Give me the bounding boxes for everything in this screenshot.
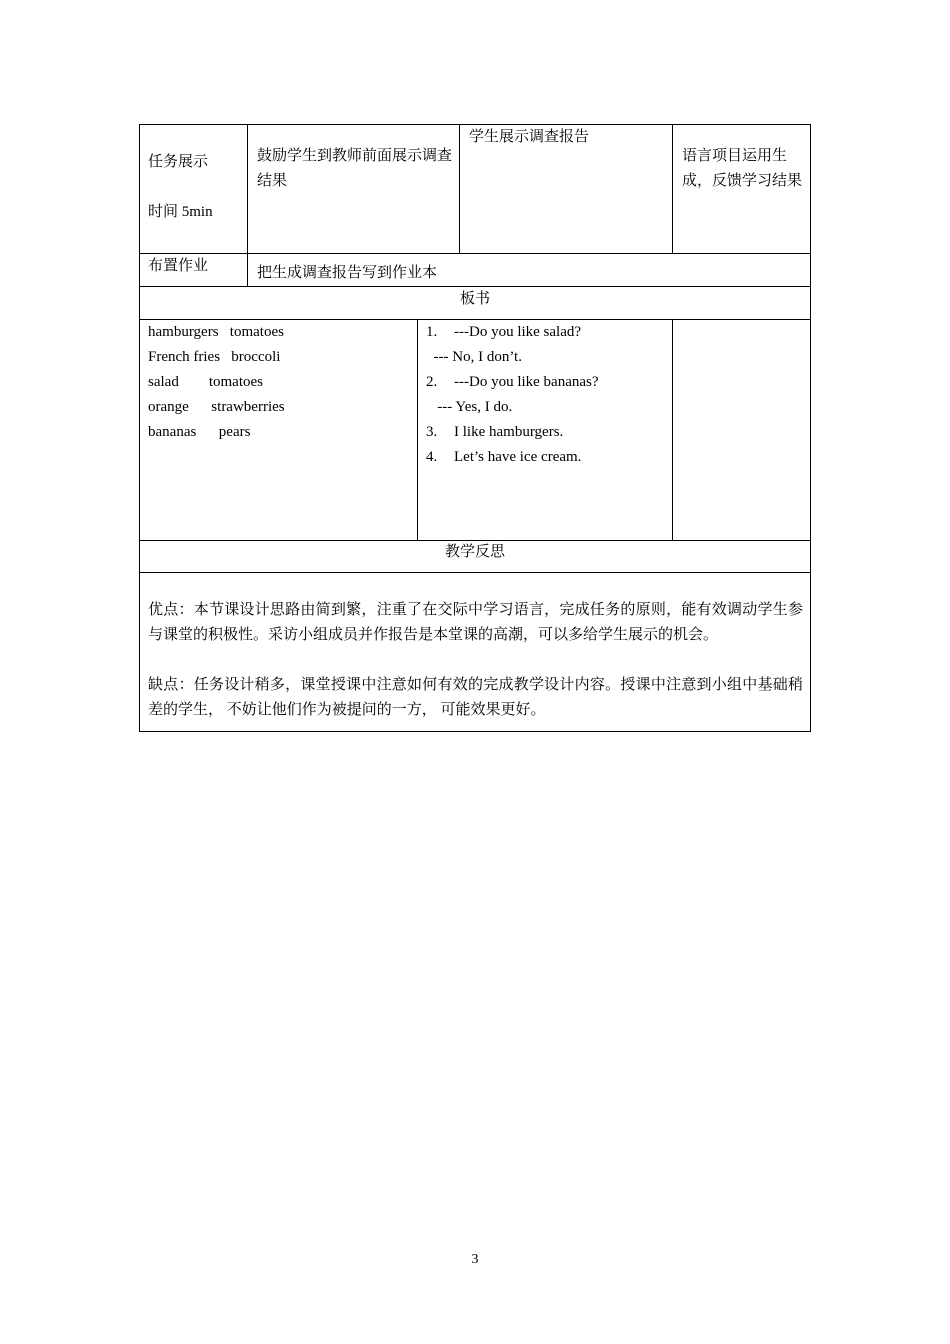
sentence-text: ---Do you like bananas? bbox=[454, 374, 599, 390]
sentence-text: ---Do you like salad? bbox=[454, 324, 582, 340]
board-word-row: hamburgers tomatoes bbox=[148, 324, 284, 340]
reflection-heading: 教学反思 bbox=[444, 544, 505, 560]
board-word-row: salad tomatoes bbox=[148, 374, 263, 390]
task-stage-time: 时间 5min bbox=[148, 204, 213, 220]
sentence-number: 2. bbox=[426, 374, 438, 390]
sentence-number: 3. bbox=[426, 424, 438, 440]
table-border-left bbox=[139, 124, 140, 732]
table-border-right bbox=[810, 124, 811, 732]
purpose-cell: 语言项目运用生成，反馈学习结果 bbox=[682, 148, 803, 189]
lesson-plan-table bbox=[139, 124, 811, 732]
task-stage-name: 任务展示 bbox=[148, 154, 209, 170]
task-stage-cell bbox=[148, 125, 243, 250]
board-sentence-row bbox=[426, 370, 671, 395]
homework-label: 布置作业 bbox=[148, 258, 209, 274]
board-sentence-row bbox=[426, 395, 671, 420]
column-divider bbox=[672, 124, 673, 254]
board-word-row: orange strawberries bbox=[148, 399, 285, 415]
sentence-text: I like hamburgers. bbox=[454, 424, 564, 440]
sentence-number: 4. bbox=[426, 449, 438, 465]
column-divider bbox=[247, 124, 248, 287]
board-word-row: bananas pears bbox=[148, 424, 251, 440]
sentence-text: Let’s have ice cream. bbox=[454, 449, 582, 465]
homework-content: 把生成调查报告写到作业本 bbox=[257, 265, 438, 281]
reflection-strengths: 优点：本节课设计思路由简到繁，注重了在交际中学习语言，完成任务的原则，能有效调动学生参与课堂的积极性。采访小组成员并作报告是本堂课的高潮，可以多给学生展示的机会。 bbox=[148, 602, 803, 643]
board-sentence-row bbox=[426, 320, 671, 345]
board-word-row: French fries broccoli bbox=[148, 349, 281, 365]
sentence-text: --- No, I don’t. bbox=[426, 349, 522, 365]
column-divider bbox=[672, 319, 673, 541]
column-divider bbox=[417, 319, 418, 541]
reflection-weaknesses: 缺点：任务设计稍多，课堂授课中注意如何有效的完成教学设计内容。授课中注意到小组中基础稍差的学生， 不妨让他们作为被提问的一方， 可能效果更好。 bbox=[148, 677, 803, 718]
board-sentence-list bbox=[426, 320, 671, 470]
student-activity-cell: 学生展示调查报告 bbox=[469, 129, 590, 145]
board-sentence-row bbox=[426, 420, 671, 445]
page-number: 3 bbox=[471, 1252, 479, 1267]
sentence-number: 1. bbox=[426, 324, 438, 340]
teacher-activity-cell: 鼓励学生到教师前面展示调查结果 bbox=[257, 148, 453, 189]
board-heading: 板书 bbox=[459, 291, 490, 307]
reflection-body bbox=[148, 573, 803, 748]
board-sentence-row bbox=[426, 445, 671, 470]
board-sentence-row bbox=[426, 345, 671, 370]
sentence-text: --- Yes, I do. bbox=[426, 399, 513, 415]
board-word-list bbox=[148, 320, 413, 445]
column-divider bbox=[459, 124, 460, 254]
